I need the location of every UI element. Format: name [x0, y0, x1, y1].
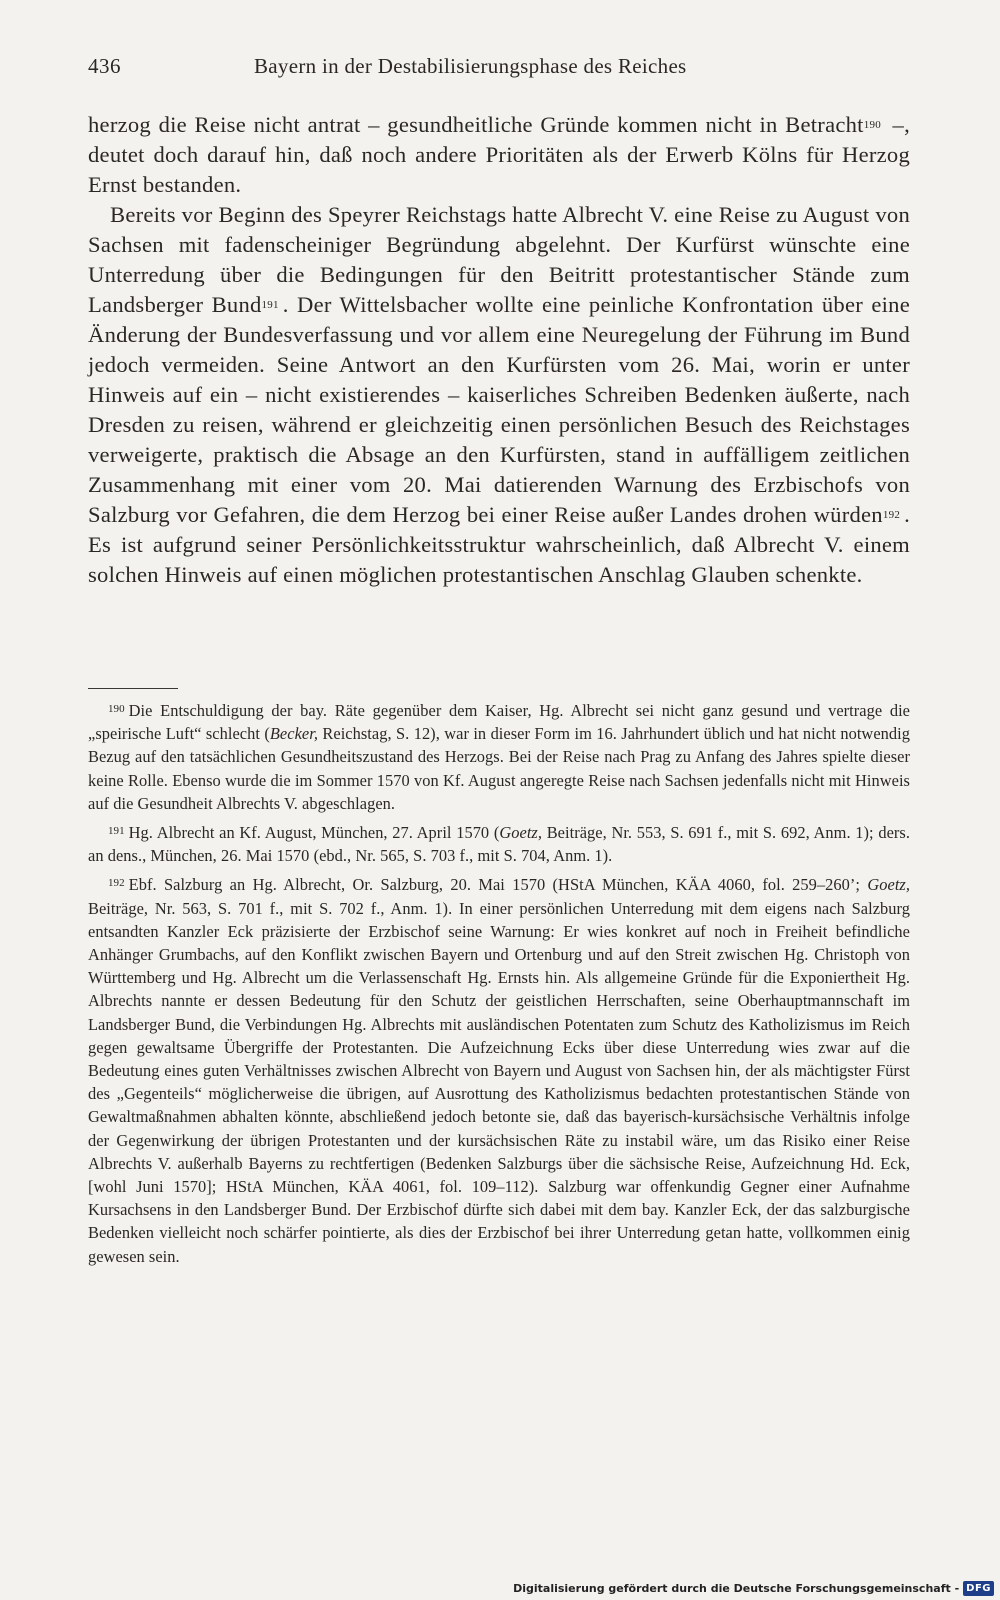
footnote-text: Reichstag, S. 12), war in dieser Form im 16. Jahrhundert üblich und hat nicht notwendig Bezug auf den tatsächlichen Gesundheitszustand des Herzogs. Bei der Reise nach Prag zu Anfang des Jahres spielte dieser keine Rolle. Ebenso wurde die im Sommer 1570 von Kf. August angeregte Reise nach Sachsen jedenfalls nicht mit Hinweis auf die Gesundheit Albrechts V. abgeschlagen.: [88, 724, 910, 813]
footnote-number: 191: [108, 825, 125, 838]
footnote-divider: [88, 688, 178, 689]
footnotes: [88, 698, 910, 1273]
running-title: Bayern in der Destabilisierungsphase des Reiches: [254, 54, 687, 78]
footnote-text: Ebf. Salzburg an Hg. Albrecht, Or. Salzburg, 20. Mai 1570 (HStA München, KÄA 4060, fol. 259–260’;: [128, 875, 868, 895]
main-text: [88, 110, 910, 590]
page-number: 436: [88, 54, 121, 78]
running-head: [88, 54, 912, 88]
footnote-author: Goetz,: [499, 823, 543, 843]
paragraph-2: [88, 200, 910, 590]
footnote-author: Goetz,: [867, 875, 910, 895]
footnote-number: 190: [108, 703, 125, 715]
footnote-190: [88, 698, 910, 815]
dfg-logo-icon: DFG: [963, 1581, 994, 1596]
footnote-ref-191[interactable]: 191: [261, 299, 279, 311]
paragraph-2-text-b: . Der Wittelsbacher wollte eine peinliche Konfrontation über eine Änderung der Bundesverfassung und vor allem eine Neuregelung der Führung im Bund jedoch vermeiden. Seine Antwort an den Kurfürsten vom 26. Mai, worin er unter Hinweis auf ein – nicht existierendes – kaiserliches Schreiben Bedenken äußerte, nach Dresden zu reisen, während er gleichzeitig einen persönlichen Besuch des Reichstages verweigerte, praktisch die Absage an den Kurfürsten, stand in auffälligem zeitlichen Zusammenhang mit einer vom 20. Mai datierenden Warnung des Erzbischofs von Salzburg vor Gefahren, die dem Herzog bei einer Reise außer Landes drohen würden: [88, 292, 910, 527]
footnote-ref-190[interactable]: 190: [863, 119, 881, 131]
footnote-191: [88, 820, 910, 867]
footnote-ref-192[interactable]: 192: [882, 509, 901, 521]
footnote-192: [88, 872, 910, 1267]
paragraph-1: [88, 110, 910, 200]
footnote-text: Die Entschuldigung der bay. Räte gegenüber dem Kaiser, Hg. Albrecht sei nicht ganz gesund und vertrage die „speirische Luft“ schlecht (: [88, 701, 910, 744]
footnote-text: Hg. Albrecht an Kf. August, München, 27. April 1570 (: [128, 823, 500, 843]
digitization-notice: [513, 1578, 994, 1598]
digitization-notice-text: Digitalisierung gefördert durch die Deutsche Forschungsgemeinschaft -: [513, 1581, 960, 1595]
paragraph-2-text-c: . Es ist aufgrund seiner Persönlichkeitsstruktur wahrscheinlich, daß Albrecht V. einem solchen Hinweis auf einen möglichen protestantischen Anschlag Glauben schenkte.: [88, 502, 910, 587]
footnote-text: Beiträge, Nr. 563, S. 701 f., mit S. 702 f., Anm. 1). In einer persönlichen Unterredung mit dem eigens nach Salzburg entsandten Kanzler Eck präzisierte der Erzbischof seine Warnung: Er wies konkret auf noch in Freiheit befindliche Anhänger Grumbachs, auf den Konflikt zwischen Bayern und Ortenburg und auf den Streit zwischen Hg. Christoph von Württemberg und Hg. Albrecht um die Verlassenschaft Hg. Ernsts hin. Als allgemeine Gründe für die Exponiertheit Hg. Albrechts nannte er dessen Bedeutung für den Schutz der geistlichen Herrschaften, seine Oberhauptmannschaft im Landsberger Bund, die Verbindungen Hg. Albrechts mit ausländischen Potentaten zum Schutz des Katholizismus im Reich gegen gewaltsame Übergriffe der Protestanten. Die Aufzeichnung Ecks über diese Unterredung wies zwar auf die Bedeutung eines guten Verhältnisses zwischen Albrecht von Bayern und August von Sachsen hin, der als mächtigster Fürst des „Gegenteils“ möglicherweise die übrigen, auf Ausrottung des Katholizismus bedachten protestantischen Stände von Gewaltmaßnahmen abhalten könnte, abschließend jedoch betonte sie, daß das bayerisch-kursächsische Verhältnis infolge der Gegenwirkung der übrigen Protestanten und der kursächsischen Räte zu instabil wäre, um das Risiko einer Reise Albrechts V. außerhalb Bayerns zu rechtfertigen (Bedenken Salzburgs über die sächsische Reise, Aufzeichnung Hd. Eck, [wohl Juni 1570]; HStA München, KÄA 4061, fol. 109–112). Salzburg war offenkundig Gegner einer Aufnahme Kursachsens in den Landsberger Bund. Der Erzbischof dürfte sich dabei mit dem bay. Kanzler Eck, der das salzburgische Bedenken vielleicht noch schärfer pointierte, als dies der Erzbischof bei ihrer Unterredung getan hatte, vollkommen einig gewesen sein.: [88, 898, 910, 1266]
footnote-number: 192: [108, 877, 125, 890]
paragraph-1-text-a: herzog die Reise nicht antrat – gesundheitliche Gründe kommen nicht in Betracht: [88, 112, 864, 137]
paragraph-1-text-b: –, deutet doch darauf hin, daß noch andere Prioritäten als der Erwerb Kölns für Herzog Ernst bestanden.: [88, 112, 910, 197]
footnote-text: Beiträge, Nr. 553, S. 691 f., mit S. 692, Anm. 1); ders. an dens., München, 26. Mai 1570 (ebd., Nr. 565, S. 703 f., mit S. 704, Anm. 1).: [88, 823, 910, 866]
footnote-author: Becker,: [269, 724, 318, 744]
paragraph-2-text-a: Bereits vor Beginn des Speyrer Reichstags hatte Albrecht V. eine Reise zu August von Sachsen mit fadenscheiniger Begründung abgelehnt. Der Kurfürst wünschte eine Unterredung über die Bedingungen für den Beitritt protestantischer Stände zum Landsberger Bund: [88, 202, 910, 317]
